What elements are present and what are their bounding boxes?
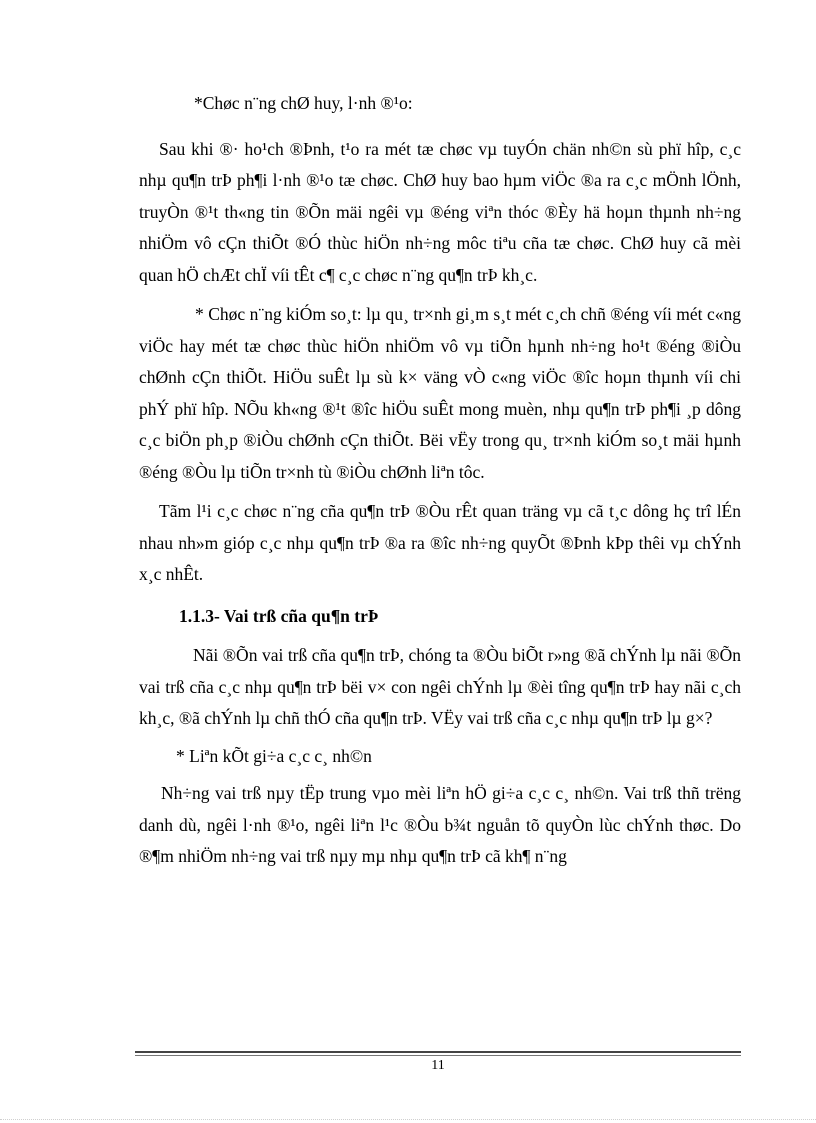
paragraph-interpersonal-heading: * Liªn kÕt gi÷a c¸c c¸ nh©n <box>176 745 372 766</box>
document-body <box>139 88 741 873</box>
paragraph-interpersonal-body: Nh÷ng vai trß nµy tËp trung vµo mèi liªn hÖ gi÷a c¸c c¸ nh©n. Vai trß thñ trëng danh dù, ngêi l·nh ®¹o, ngêi liªn l¹c ®Òu b¾t nguån tõ quyÒn lùc chÝnh thøc. Do ®¶m nhiÖm nh÷ng vai trß nµy mµ nhµ qu¶n trÞ cã kh¶ n¨ng <box>139 783 741 866</box>
paragraph-leadership: *Chøc n¨ng chØ huy, l·nh ®¹o: <box>194 93 413 113</box>
paragraph-control: * Chøc n¨ng kiÓm so¸t: lµ qu¸ tr×nh gi¸m s¸t mét c¸ch chñ ®éng víi mét c«ng viÖc hay mét tæ chøc thùc hiÖn nhiÖm vô vµ tiÕn hµnh nh÷ng ho¹t ®éng ®iÒu chØnh cÇn thiÕt. HiÖu suÊt lµ sù k× väng vÒ c«ng viÖc ®îc hoµn thµnh víi chi phÝ phï hîp. NÕu kh«ng ®¹t ®îc hiÖu suÊt mong muèn, nhµ qu¶n trÞ ph¶i ¸p dông c¸c biÖn ph¸p ®iÒu chØnh cÇn thiÕt. Bëi vËy trong qu¸ tr×nh kiÓm so¸t mäi hµnh ®éng ®Òu lµ tiÕn tr×nh tù ®iÒu chØnh liªn tôc. <box>139 304 741 482</box>
footer-rule-thin <box>135 1055 741 1056</box>
page-footer <box>135 1051 741 1074</box>
section-heading: 1.1.3- Vai trß cña qu¶n trÞ <box>179 605 379 626</box>
page-number: 11 <box>431 1058 445 1073</box>
page-edge <box>0 1119 816 1120</box>
footer-rule <box>135 1051 741 1053</box>
paragraph-role-intro: Nãi ®Õn vai trß cña qu¶n trÞ, chóng ta ®Òu biÕt r»ng ®ã chÝnh lµ nãi ®Õn vai trß cña c¸c nhµ qu¶n trÞ bëi v× con ngêi chÝnh lµ ®èi tîng qu¶n trÞ hay nãi c¸ch kh¸c, ®ã chÝnh lµ chñ thÓ cña qu¶n trÞ. VËy vai trß cña c¸c nhµ qu¶n trÞ lµ g×? <box>139 645 741 728</box>
paragraph-leadership-body: Sau khi ®· ho¹ch ®Þnh, t¹o ra mét tæ chøc vµ tuyÓn chän nh©n sù phï hîp, c¸c nhµ qu¶n trÞ ph¶i l·nh ®¹o tæ chøc. ChØ huy bao hµm viÖc ®a ra c¸c mÖnh lÖnh, truyÒn ®¹t th«ng tin ®Õn mäi ngêi vµ ®éng viªn thóc ®Èy hä hoµn thµnh nh÷ng nhiÖm vô cÇn thiÕt ®Ó thùc hiÖn nh÷ng môc tiªu cña tæ chøc. ChØ huy cã mèi quan hÖ chÆt chÏ víi tÊt c¶ c¸c chøc n¨ng qu¶n trÞ kh¸c. <box>139 138 741 285</box>
paragraph-summary: Tãm l¹i c¸c chøc n¨ng cña qu¶n trÞ ®Òu rÊt quan träng vµ cã t¸c dông hç trî lÉn nhau nh»m gióp c¸c nhµ qu¶n trÞ ®a ra ®îc nh÷ng quyÕt ®Þnh kÞp thêi vµ chÝnh x¸c nhÊt. <box>139 501 741 584</box>
